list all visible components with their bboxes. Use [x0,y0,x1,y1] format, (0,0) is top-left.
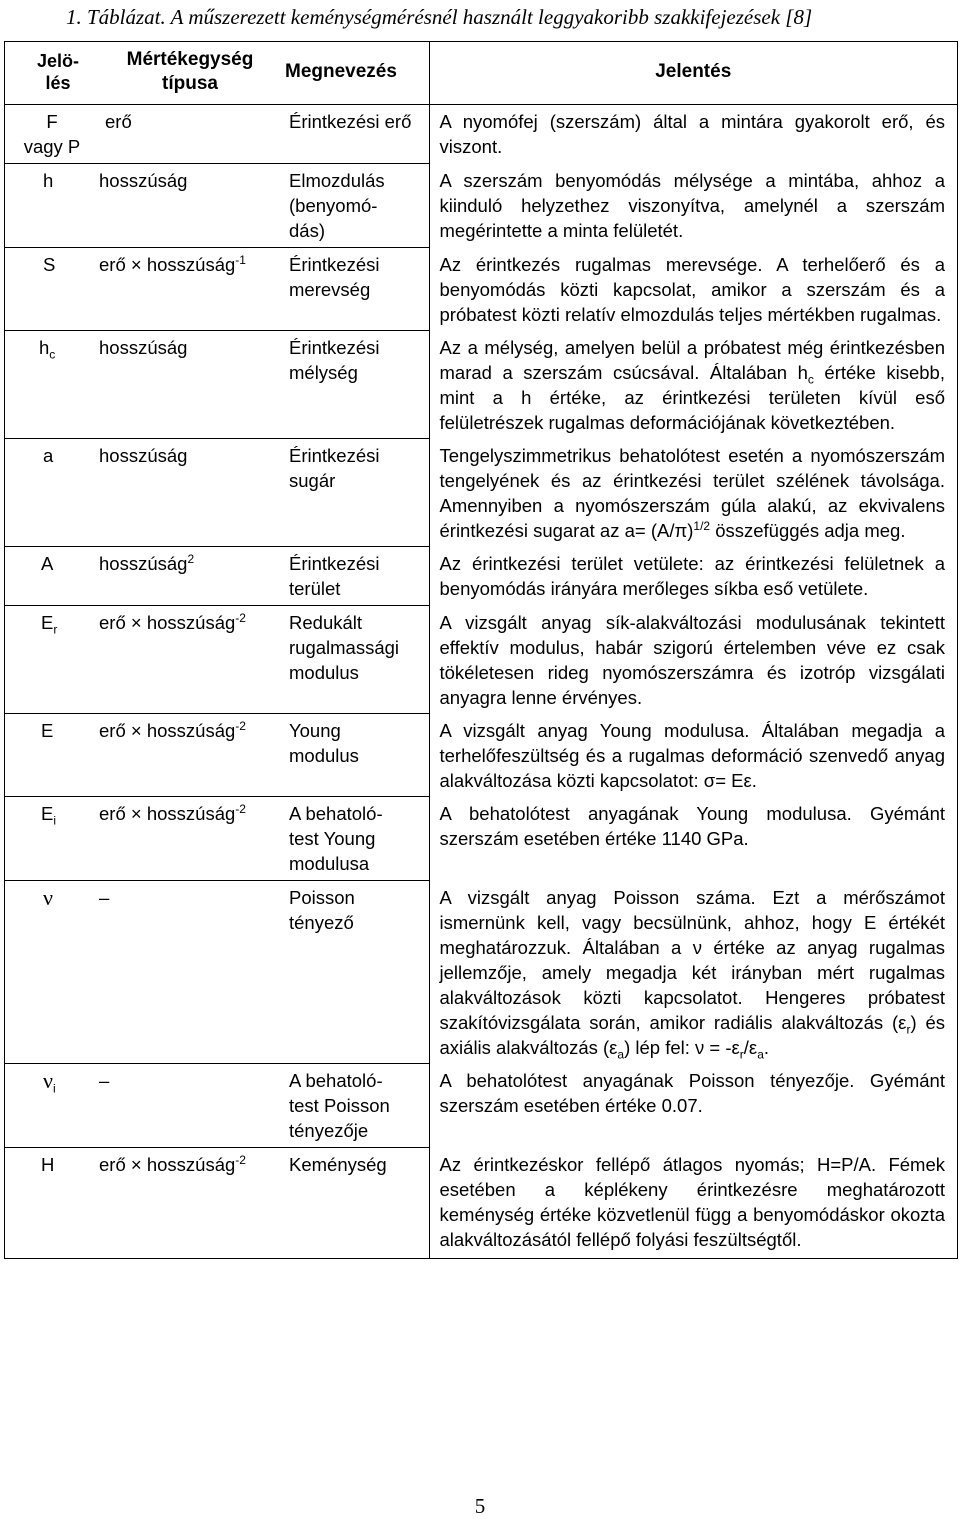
name-cell: Redukált rugalmassági modulus [285,606,429,714]
meaning-cell [429,881,957,1064]
meaning-text: A vizsgált anyag Poisson száma. Ezt a mérőszámot ismernünk kell, vagy becsülnünk, ahhoz, hogy E értékét meghatározzuk. Általában a ν értéke az anyag rugalmas jellemzője, amely megadja két irányban mért rugalmas alakváltozások közti kapcsolatot. Hengeres próbatest szakítóvizsgálata során, amikor radiális alakváltozás (ε [439,886,945,1033]
header-mertekegyseg: Mértékegység típusa [95,42,285,105]
table-row [5,1148,957,1258]
symbol-cell: A [5,547,95,606]
symbol-text: ν [43,1068,53,1093]
unit-cell: hosszúság [95,331,285,439]
meaning-cell: Az érintkezéskor fellépő átlagos nyomás; H=P/A. Fémek esetében a képlékeny érintkezésre meghatározott keménység értéke közvetlenül függ a benyomódáskor okozta alakváltozásától fellépő folyási feszültségtől. [439,1153,945,1250]
unit-cell [95,547,285,606]
name-cell: Érintkezési merevség [285,248,429,331]
unit-text: erő × hosszúság [99,254,236,275]
table-row [5,331,957,439]
unit-cell: hosszúság [95,164,285,248]
symbol-subscript: i [53,813,57,828]
table-row [5,606,957,714]
unit-exponent: -1 [235,252,246,267]
table-row [5,881,957,1064]
meaning-cell: A vizsgált anyag sík-alakváltozási modulusának tekintett effektív modulus, habár szigorú értelemben véve ez csak tökéletesen rideg nyomószerszámra és izotróp vizsgálati anyagra lenne érvényes. [439,611,945,708]
table-caption: 1. Táblázat. A műszerezett keménységmérésnél használt leggyakoribb szakkifejezések [8] [66,5,813,29]
meaning-cell: Az érintkezési terület vetülete: az érintkezési felületnek a benyomódás irányára merőleges síkba eső vetülete. [439,552,945,599]
meaning-text-tail: összefüggés adja meg. [710,519,906,541]
symbol-cell [5,797,95,881]
symbol-cell: H [5,1148,95,1258]
meaning-text-mid: /ε [743,1036,758,1058]
header-jelentes: Jelentés [429,42,957,105]
name-cell: A behatoló- test Poisson tényezője [285,1064,429,1148]
symbol-cell: E [5,714,95,797]
meaning-cell: A nyomófej (szerszám) által a mintára gyakorolt erő, és viszont. [439,111,945,157]
unit-text: erő × hosszúság [99,720,236,741]
name-cell: Young modulus [285,714,429,797]
symbol-subscript: c [49,347,56,362]
name-cell: Érintkezési erő [285,105,429,164]
name-cell: Poisson tényező [285,881,429,1064]
meaning-subscript: r [739,1047,744,1062]
symbol-cell [5,331,95,439]
unit-exponent: -2 [235,1152,246,1167]
name-cell: Érintkezési mélység [285,331,429,439]
page-number: 5 [474,1494,486,1518]
symbol-cell [5,606,95,714]
terms-table [4,41,958,1259]
symbol-cell: S [5,248,95,331]
table-row [5,714,957,797]
unit-cell: – [95,881,285,1064]
table-row [5,439,957,547]
table-row [5,797,957,881]
header-megnevezes: Megnevezés [285,42,429,105]
name-cell: Érintkezési sugár [285,439,429,547]
meaning-subscript: a [757,1047,764,1062]
header-jeloles: Jelö- lés [5,42,95,105]
meaning-text-tail: értéke kisebb, mint a h értéke, az érintkezési területen kívül eső felületrészek rugalmas deformációjának következtében. [439,361,945,433]
meaning-text: Az a mélység, amelyen belül a próbatest még érintkezésben marad a szerszám csúcsával. Általában h [439,336,945,383]
unit-cell: – [95,1064,285,1148]
unit-cell [95,714,285,797]
symbol-subscript: r [53,622,58,637]
table-row [5,547,957,606]
meaning-subscript: a [617,1047,625,1062]
name-cell: Keménység [285,1148,429,1258]
meaning-exponent: 1/2 [693,518,711,533]
symbol-text: E [41,612,54,633]
table-header-row [5,42,957,105]
unit-text: erő × hosszúság [99,612,236,633]
symbol-cell [5,1064,95,1148]
unit-exponent: -2 [235,610,246,625]
unit-cell [95,248,285,331]
unit-exponent: -2 [235,718,246,733]
meaning-text-mid: ) és axiális alakváltozás (ε [439,1011,945,1058]
unit-cell: erő [105,111,132,132]
symbol-cell: h [5,164,95,248]
unit-cell [95,1148,285,1258]
meaning-subscript: c [807,372,814,387]
symbol-text: ν [43,885,53,910]
name-cell: Elmozdulás (benyomó- dás) [285,164,429,248]
meaning-cell: A vizsgált anyag Young modulusa. Általában megadja a terhelőfeszültség és a rugalmas deformáció szenvedő anyag alakváltozása közti kapcsolatot: σ= Eε. [439,719,945,791]
table-row [5,248,957,331]
meaning-text-mid: ) lép fel: ν = -ε [624,1036,740,1058]
table-row [5,164,957,248]
unit-text: erő × hosszúság [99,803,236,824]
unit-cell: hosszúság [95,439,285,547]
symbol-cell: a [5,439,95,547]
meaning-cell: Az érintkezés rugalmas merevsége. A terhelőerő és a benyomódás közti kapcsolat, amikor a szerszám és a próbatest közti relatív elmozdulás teljes mértékben rugalmas. [439,253,945,325]
meaning-cell: A behatolótest anyagának Poisson tényezője. Gyémánt szerszám esetében értéke 0.07. [439,1069,945,1116]
name-cell: Érintkezési terület [285,547,429,606]
symbol-text: E [41,803,54,824]
symbol-text: h [39,337,50,358]
symbol-cell [5,881,95,1064]
unit-cell [95,606,285,714]
meaning-text-tail: . [763,1036,770,1058]
meaning-text: Tengelyszimmetrikus behatolótest esetén a nyomószerszám tengelyének és az érintkezési terület szélének távolsága. Amennyiben a nyomószerszám gúla alakú, az ekvivalens érintkezési sugarat az a= (A/π) [439,444,945,541]
unit-cell [95,797,285,881]
meaning-cell: A szerszám benyomódás mélysége a mintába, ahhoz a kiinduló helyzethez viszonyítva, amelynél a szerszám megérintette a minta felületét. [439,169,945,241]
name-cell: A behatoló- test Young modulusa [285,797,429,881]
unit-text: erő × hosszúság [99,1154,236,1175]
symbol-subscript: i [52,1081,56,1096]
unit-text: hosszúság [99,553,188,574]
meaning-subscript: r [906,1022,911,1037]
symbol-cell: F vagy P [23,111,81,157]
meaning-cell [429,439,957,547]
table-row [5,1064,957,1148]
table-row [5,105,957,164]
meaning-cell: A behatolótest anyagának Young modulusa. Gyémánt szerszám esetében értéke 1140 GPa. [439,802,945,849]
meaning-cell [429,331,957,439]
unit-exponent: -2 [235,801,246,816]
unit-exponent: 2 [187,551,195,566]
